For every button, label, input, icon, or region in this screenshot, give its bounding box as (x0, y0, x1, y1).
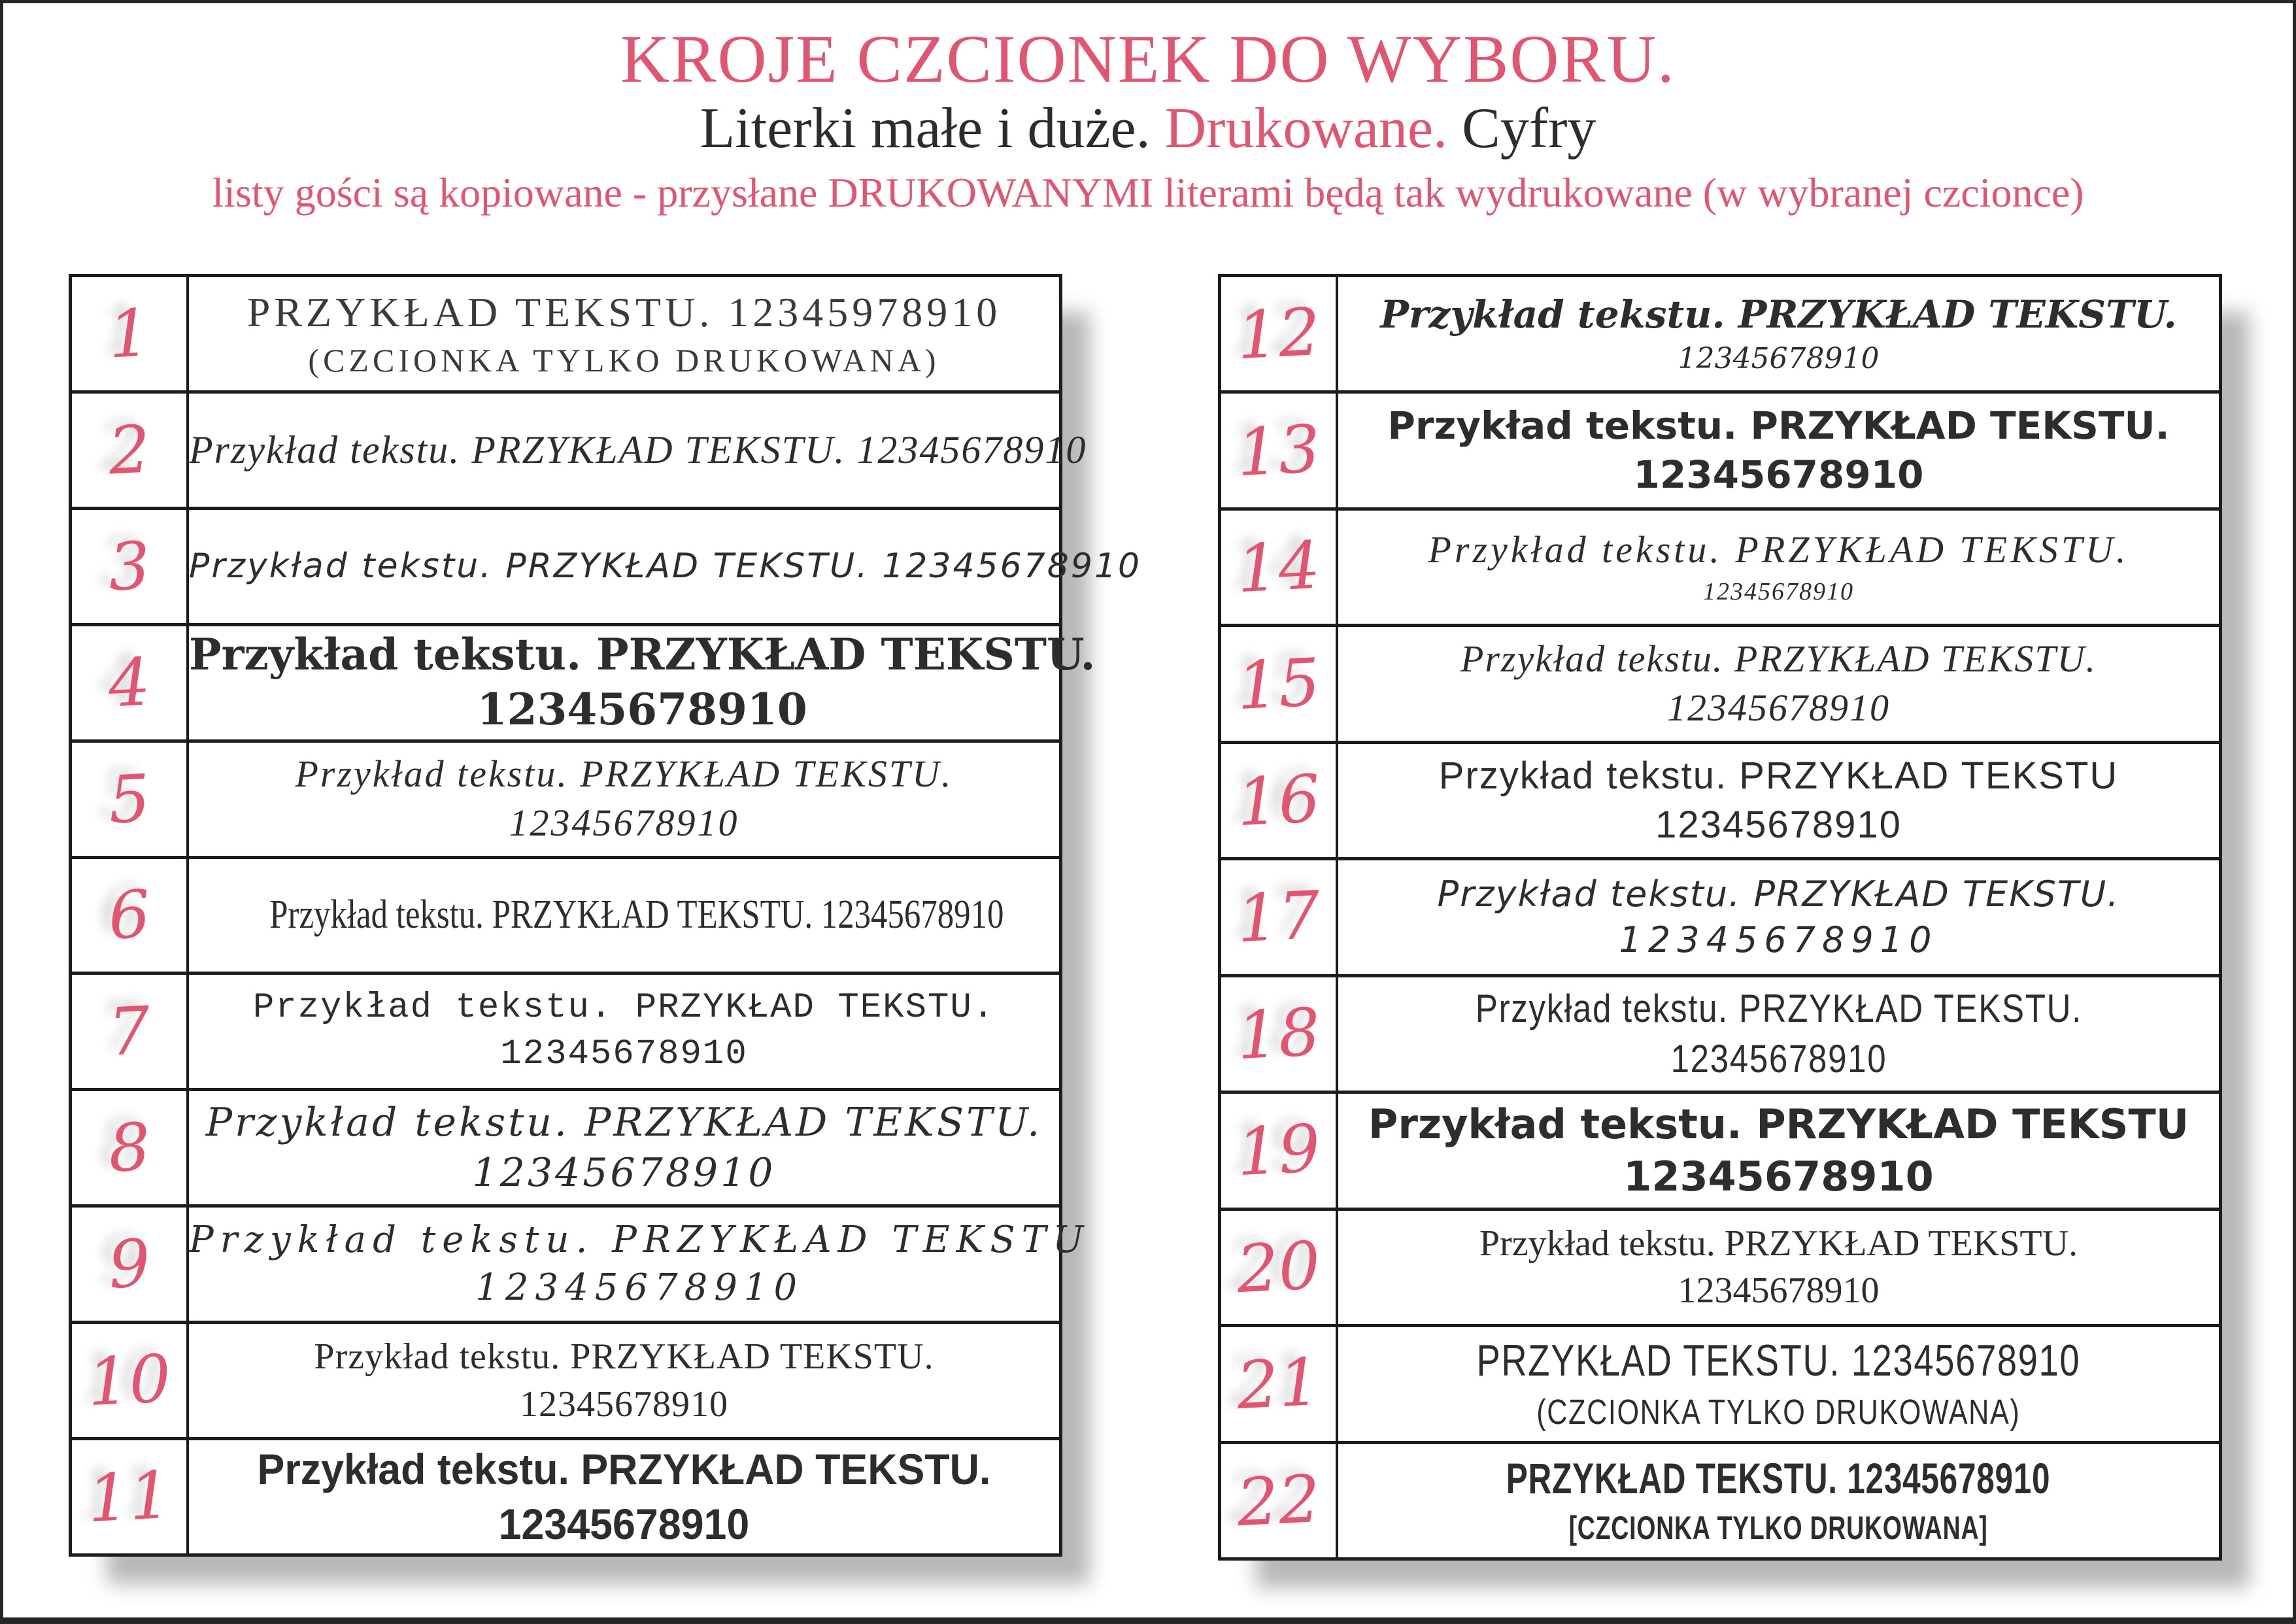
table-row (72, 1088, 1059, 1204)
row-sample (189, 510, 1141, 623)
row-number (1221, 394, 1338, 507)
row-number-label: 2 (106, 411, 152, 490)
row-number (1221, 1327, 1338, 1440)
subtitle-part-3: Cyfry (1447, 97, 1596, 161)
row-number (72, 626, 189, 739)
row-number (1221, 1211, 1338, 1324)
subtitle-part-1: Literki małe i duże. (700, 97, 1165, 161)
sample-line-1: Przykład tekstu. PRZYKŁAD TEKSTU. 12345678910 (269, 892, 1004, 938)
sample-line-2: (CZCIONKA TYLKO DRUKOWANA) (1536, 1392, 2021, 1432)
sample-line-2: (CZCIONKA TYLKO DRUKOWANA) (308, 342, 940, 379)
row-sample (1338, 977, 2219, 1091)
row-number-label: 15 (1234, 643, 1323, 724)
row-sample (189, 1440, 1059, 1553)
sample-line-1: Przykład tekstu. PRZYKŁAD TEKSTU. (189, 629, 1096, 681)
row-number (1221, 277, 1338, 390)
row-number (72, 510, 189, 623)
table-row (72, 1437, 1059, 1553)
sample-line-1: Przykład tekstu. PRZYKŁAD TEKSTU. (1437, 873, 2120, 915)
row-sample (189, 859, 1085, 972)
sample-line-1: Przykład tekstu. PRZYKŁAD TEKSTU. (252, 988, 996, 1028)
row-sample (189, 1208, 1090, 1321)
row-sample (1338, 1211, 2219, 1324)
row-sample (1338, 1444, 2219, 1557)
row-sample (1338, 744, 2219, 857)
sample-line-2: [CZCIONKA TYLKO DRUKOWANA] (1569, 1510, 1988, 1547)
sample-line-1: Przykład tekstu. PRZYKŁAD TEKSTU. 12345678910 (189, 547, 1142, 586)
row-number (72, 1091, 189, 1204)
sample-line-1: Przykład tekstu. PRZYKŁAD TEKSTU. (1428, 528, 2129, 571)
table-row (72, 1321, 1059, 1437)
row-number-label: 6 (106, 875, 152, 955)
table-row (72, 1204, 1090, 1321)
row-sample (1338, 1327, 2219, 1440)
row-number-label: 1 (106, 294, 152, 373)
sample-line-2: 12345678910 (1678, 341, 1880, 375)
sample-line-2: 12345678910 (1702, 577, 1854, 605)
sample-line-2: 12345678910 (1666, 686, 1890, 730)
sample-line-2: 12345678910 (1619, 919, 1938, 960)
sample-line-1: Przykład tekstu. PRZYKŁAD TEKSTU. (1380, 292, 2177, 337)
table-row (1221, 741, 2219, 857)
sample-line-2: 12345678910 (477, 684, 807, 736)
row-number-label: 11 (85, 1456, 173, 1538)
row-number-label: 5 (106, 759, 152, 839)
sample-line-2: 12345678910 (498, 1499, 750, 1548)
row-number-label: 14 (1234, 526, 1323, 608)
row-sample (189, 1091, 1059, 1204)
table-row (1221, 390, 2219, 507)
row-number (72, 1440, 189, 1553)
sample-line-2: 12345678910 (472, 1149, 776, 1196)
sample-line-2: 12345678910 (1633, 452, 1924, 498)
row-number-label: 4 (106, 643, 152, 722)
row-number (1221, 511, 1338, 624)
row-number-label: 16 (1234, 760, 1323, 841)
table-row (1221, 277, 2219, 390)
row-number (1221, 1094, 1338, 1207)
row-number (72, 975, 189, 1088)
sample-line-1: PRZYKŁAD TEKSTU. 12345978910 (246, 288, 1002, 335)
row-number-label: 8 (106, 1108, 152, 1187)
row-number (72, 277, 189, 390)
table-row (72, 390, 1087, 507)
sample-line-1: Przykład tekstu. PRZYKŁAD TEKSTU. 12345678910 (189, 428, 1087, 471)
table-row (72, 739, 1059, 856)
row-sample (1338, 1094, 2219, 1207)
row-sample (189, 1324, 1059, 1437)
sample-line-1: Przykład tekstu. PRZYKŁAD TEKSTU. (205, 1099, 1043, 1145)
table-row (72, 623, 1096, 739)
row-number-label: 9 (106, 1225, 152, 1304)
row-sample (1338, 394, 2219, 507)
page-subtitle (3, 97, 2293, 161)
table-row (1221, 1441, 2219, 1557)
sample-line-1: Przykład tekstu. PRZYKŁAD TEKSTU (1368, 1100, 2189, 1149)
row-number-label: 21 (1234, 1344, 1323, 1425)
sample-line-1: Przykład tekstu. PRZYKŁAD TEKSTU. (1475, 987, 2082, 1031)
row-number-label: 13 (1234, 410, 1323, 491)
row-number (72, 1208, 189, 1321)
row-number (1221, 627, 1338, 740)
row-number-label: 18 (1234, 993, 1323, 1075)
sample-line-1: Przykład tekstu. PRZYKŁAD TEKSTU. (314, 1336, 934, 1377)
row-number (72, 743, 189, 856)
sample-line-1: Przykład tekstu. PRZYKŁAD TEKSTU (189, 1218, 1090, 1261)
row-number-label: 20 (1234, 1226, 1323, 1308)
row-number-label: 10 (85, 1340, 173, 1421)
table-row (1221, 1324, 2219, 1440)
row-number-label: 22 (1234, 1460, 1323, 1541)
subtitle-part-drukowane: Drukowane. (1164, 97, 1448, 161)
sample-line-1: Przykład tekstu. PRZYKŁAD TEKSTU (1438, 754, 2119, 797)
sample-line-1: Przykład tekstu. PRZYKŁAD TEKSTU. (1460, 637, 2097, 681)
sample-line-2: 12345678910 (1678, 1270, 1880, 1311)
sample-line-2: 12345678910 (500, 1034, 748, 1074)
sample-line-1: Przykład tekstu. PRZYKŁAD TEKSTU. (1387, 403, 2170, 448)
row-number (72, 859, 189, 972)
sample-line-1: PRZYKŁAD TEKSTU. 12345678910 (1476, 1336, 2081, 1386)
row-sample (189, 743, 1059, 856)
sample-line-2: 12345678910 (1655, 803, 1902, 846)
font-table-right (1218, 274, 2222, 1561)
row-number (72, 394, 189, 507)
page-header (3, 3, 2293, 216)
info-line: listy gości są kopiowane - przysłane DRUKOWANYMI literami będą tak wydrukowane (w wybranej czcionce) (212, 169, 2084, 216)
row-number (72, 1324, 189, 1437)
table-row (72, 277, 1059, 390)
row-number-label: 7 (106, 992, 152, 1071)
row-sample (1338, 277, 2219, 390)
row-sample (1338, 627, 2219, 740)
page-title: KROJE CZCIONEK DO WYBORU. (620, 22, 1676, 97)
sample-line-2: 12345678910 (1623, 1152, 1934, 1200)
table-row (1221, 507, 2219, 624)
sample-line-2: 12345678910 (519, 1383, 728, 1425)
row-sample (1338, 511, 2219, 624)
sample-line-1: PRZYKŁAD TEKSTU. 12345678910 (1506, 1454, 2051, 1503)
row-sample (189, 277, 1059, 390)
sample-line-2: 12345678910 (1670, 1037, 1887, 1081)
row-sample (189, 394, 1087, 507)
table-row (1221, 1091, 2219, 1207)
sample-line-1: Przykład tekstu. PRZYKŁAD TEKSTU. (1479, 1223, 2078, 1264)
table-row (72, 856, 1059, 972)
row-sample (189, 975, 1059, 1088)
row-number (1221, 977, 1338, 1091)
table-row (1221, 1208, 2219, 1324)
table-row (1221, 974, 2219, 1091)
row-number-label: 19 (1234, 1110, 1323, 1191)
table-row (1221, 624, 2219, 740)
sample-line-1: Przykład tekstu. PRZYKŁAD TEKSTU. (257, 1444, 991, 1493)
font-table-left (69, 274, 1142, 1557)
row-number-label: 17 (1234, 877, 1323, 958)
table-row (1221, 857, 2219, 973)
row-number-label: 12 (1234, 293, 1323, 375)
row-sample (189, 626, 1095, 739)
sample-line-2: 12345678910 (509, 802, 739, 845)
row-number (1221, 744, 1338, 857)
row-number (1221, 860, 1338, 973)
row-sample (1338, 860, 2219, 973)
row-number-label: 3 (106, 527, 152, 606)
table-row (72, 972, 1059, 1088)
table-row (72, 507, 1142, 623)
sample-line-1: Przykład tekstu. PRZYKŁAD TEKSTU. (295, 753, 953, 796)
sample-line-2: 12345678910 (475, 1266, 804, 1309)
row-number (1221, 1444, 1338, 1557)
